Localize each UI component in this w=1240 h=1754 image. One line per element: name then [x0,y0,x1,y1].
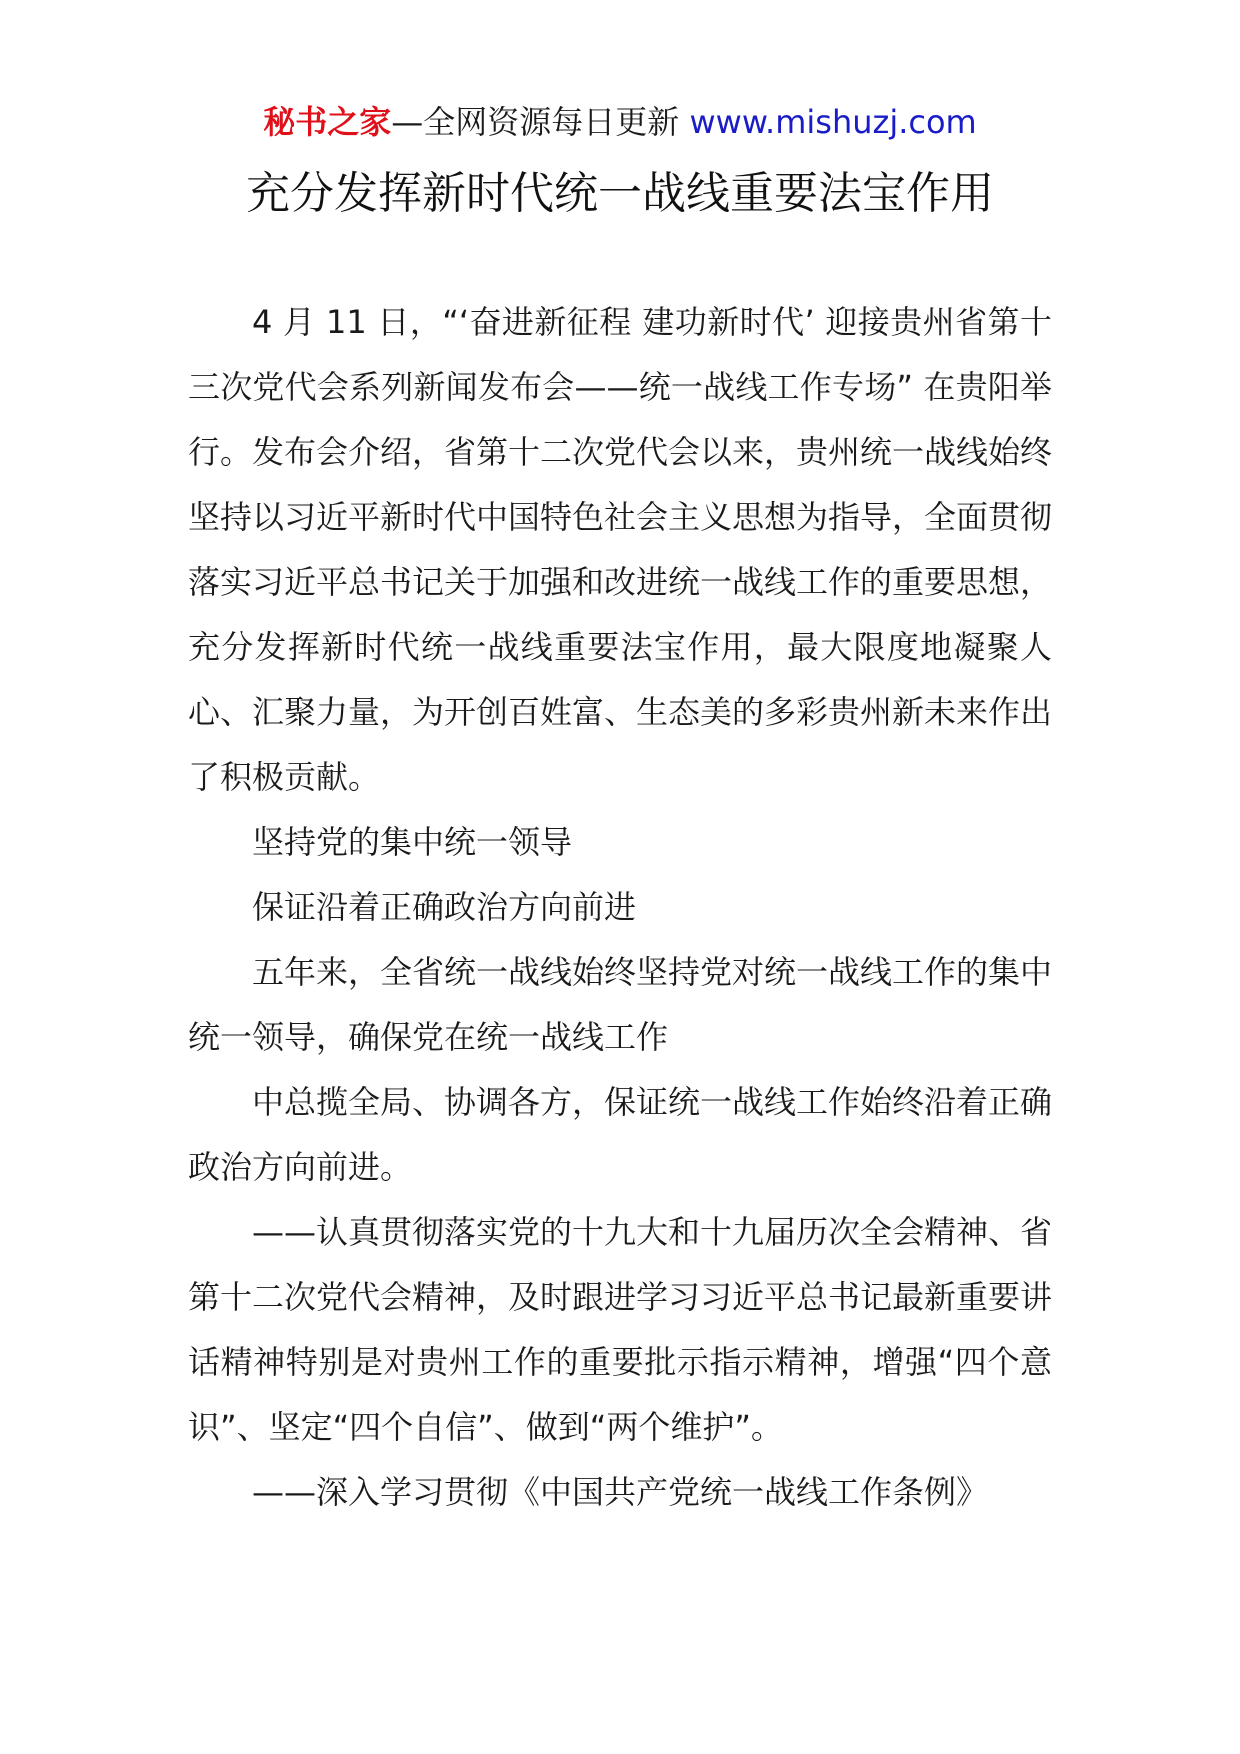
paragraph-intro: 4 月 11 日，“‘奋进新征程 建功新时代’ 迎接贵州省第十三次党代会系列新闻发布会——统一战线工作专场” 在贵阳举行。发布会介绍，省第十二次党代会以来，贵州统一战线始终坚持以习近平新时代中国特色社会主义思想为指导，全面贯彻落实习近平总书记关于加强和改进统一战线工作的重要思想，充分发挥新时代统一战线重要法宝作用，最大限度地凝聚人心、汇聚力量，为开创百姓富、生态美的多彩贵州新未来作出了积极贡献。 [188,303,1053,796]
paragraph: ——认真贯彻落实党的十九大和十九届历次全会精神、省第十二次党代会精神，及时跟进学习习近平总书记最新重要讲话精神特别是对贵州工作的重要批示指示精神，增强“四个意识”、坚定“四个自信”、做到“两个维护”。 [188,1213,1053,1446]
document-body [188,290,1052,1525]
website-link[interactable]: www.mishuzj.com [689,103,977,141]
brand-name: 秘书之家 [263,103,392,141]
header-slogan: —全网资源每日更新 [391,103,690,141]
section-heading-2: 保证沿着正确政治方向前进 [252,888,637,926]
paragraph: ——深入学习贯彻《中国共产党统一战线工作条例》 [252,1473,989,1511]
paragraph: 中总揽全局、协调各方，保证统一战线工作始终沿着正确政治方向前进。 [188,1083,1053,1186]
document-header [0,100,1240,144]
section-heading-1: 坚持党的集中统一领导 [252,823,573,861]
document-title: 充分发挥新时代统一战线重要法宝作用 [246,168,994,219]
paragraph: 五年来，全省统一战线始终坚持党对统一战线工作的集中统一领导，确保党在统一战线工作 [188,953,1053,1056]
